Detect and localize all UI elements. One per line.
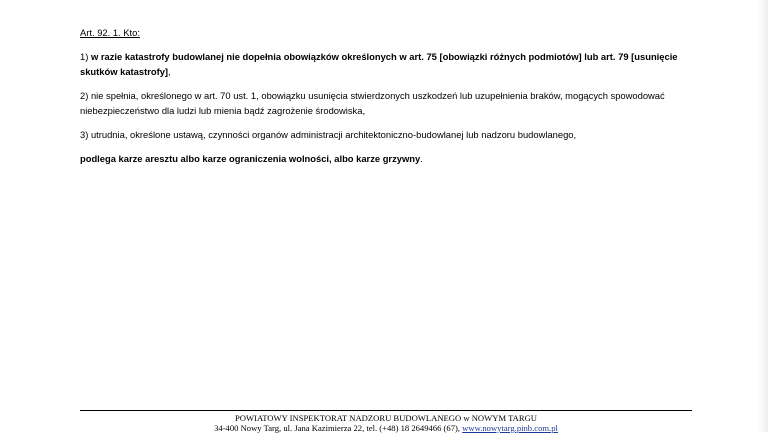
page-footer: [80, 410, 692, 433]
footer-address: 34-400 Nowy Targ, ul. Jana Kazimierza 22, tel. (+48) 18 2649466 (67),: [214, 423, 463, 433]
page-edge-shadow: [756, 0, 768, 432]
article-content: [80, 25, 700, 175]
paragraph-3: 3) utrudnia, określone ustawą, czynności organów administracji architektoniczno-budowlanej lub nadzoru budowlanego,: [80, 129, 577, 140]
paragraph-1-bold-text: w razie katastrofy budowlanej nie dopełnia obowiązków określonych w art. 75 [obowiązki różnych podmiotów] lub art. 79 [usunięcie skutków katastrofy]: [80, 51, 678, 77]
paragraph-1-end: ,: [168, 66, 171, 77]
paragraph-2: 2) nie spełnia, określonego w art. 70 ust. 1, obowiązku usunięcia stwierdzonych uszkodzeń lub uzupełnienia braków, mogących spowodować niebezpieczeństwo dla ludzi lub mienia bądź zagrożenie środowiska,: [80, 90, 665, 116]
paragraph-1-number: 1): [80, 51, 91, 62]
penalty-bold-text: podlega karze aresztu albo karze ograniczenia wolności, albo karze grzywny: [80, 153, 421, 164]
footer-website-link[interactable]: www.nowytarg.pinb.com.pl: [462, 423, 558, 433]
paragraph-1: [80, 49, 700, 79]
article-heading: Art. 92. 1. Kto:: [80, 27, 140, 38]
footer-organization: POWIATOWY INSPEKTORAT NADZORU BUDOWLANEGO w NOWYM TARGU: [235, 413, 537, 423]
penalty-paragraph: [80, 151, 700, 166]
penalty-end: .: [420, 153, 423, 164]
